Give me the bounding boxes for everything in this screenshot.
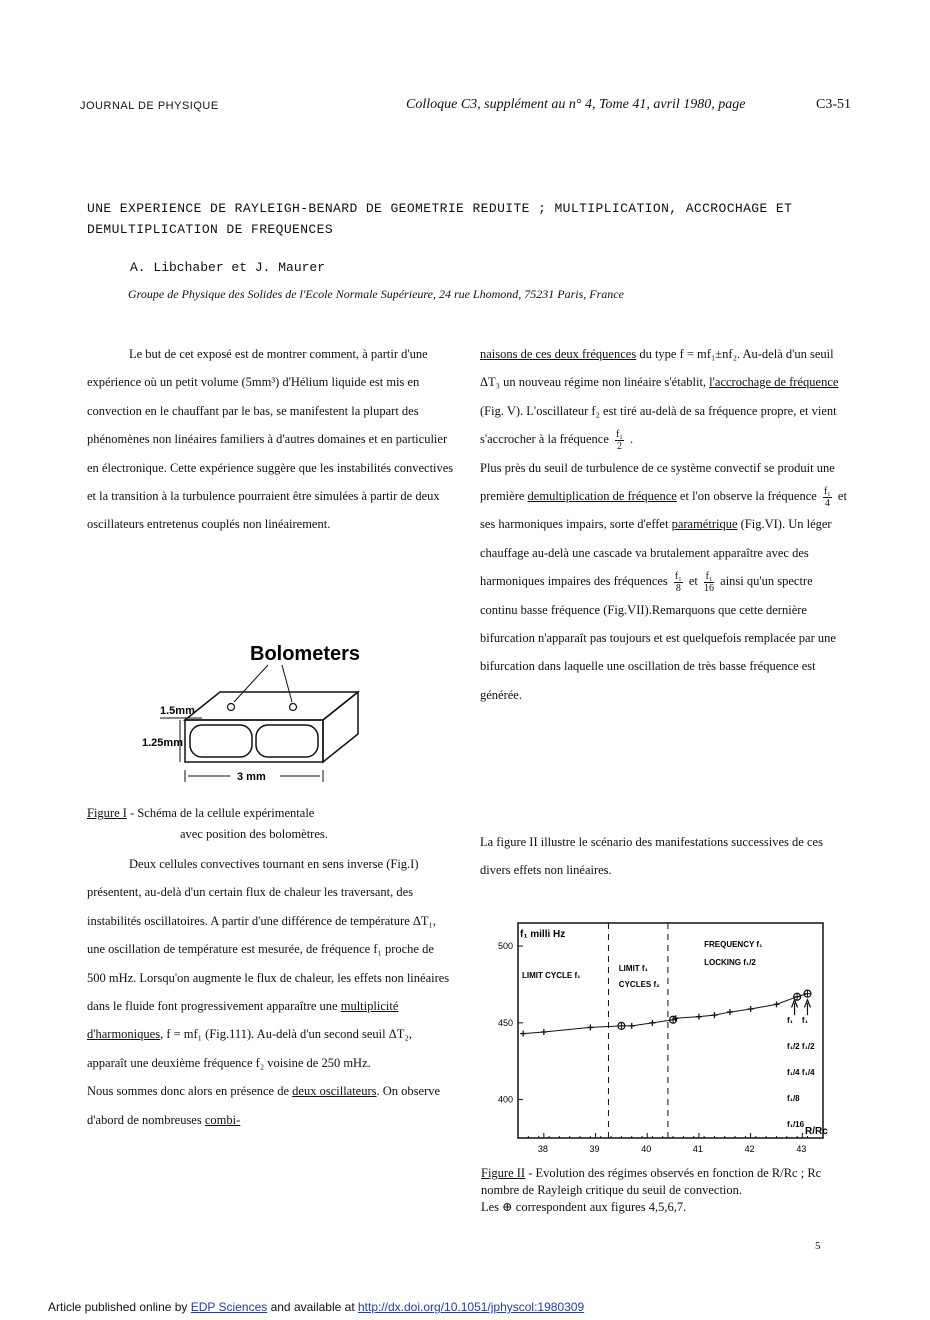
cell-front-face [185, 720, 323, 762]
r2-text-c: et ses harmoniques impairs, sorte d'effet [480, 489, 847, 532]
region-label-1: LIMIT CYCLE f₁ [522, 971, 581, 980]
paper-title: UNE EXPERIENCE DE RAYLEIGH-BENARD DE GEOMETRIE REDUITE ; MULTIPLICATION, ACCROCHAGE ET DEMULTIPLICATION DE FREQUENCES [87, 201, 793, 237]
figure-2-chart [490, 918, 835, 1154]
subharmonic-label-left: f₁/8 [786, 1093, 800, 1103]
p2-underline: multiplicité d'harmoniques [87, 999, 399, 1042]
subharmonic-label-left: f₁ [786, 1015, 793, 1025]
figure-2-caption-text: - Evolution des régimes observés en fonction de R/Rc ; Rc nombre de Rayleigh critique du seuil de convection. [481, 1166, 822, 1197]
data-point-plus [727, 1009, 733, 1015]
dim-top: 1.5mm [160, 705, 195, 717]
r2-underline-2: paramétrique [671, 517, 738, 532]
authors: A. Libchaber et J. Maurer [130, 260, 326, 275]
x-tick-label: 40 [641, 1144, 652, 1154]
issue-info: Colloque C3, supplément au n° 4, Tome 41, avril 1980, page [406, 97, 746, 112]
figure-1-label: Figure I [87, 806, 127, 820]
r1-text-b: du type f = mf₁±nf₂. Au-delà d'un seuil ΔT₃ un nouveau régime non linéaire s'établit, [480, 347, 834, 390]
bolometer-2 [290, 704, 297, 711]
r3-text: La figure II illustre le scénario des manifestations successives de ces divers effets non linéaires. [480, 835, 823, 878]
region-label-3a: FREQUENCY f₁ [704, 940, 763, 949]
subharmonic-label-left: f₁/2 [786, 1041, 800, 1051]
subharmonic-label-right: f₁/2 [801, 1041, 815, 1051]
p3-text-a: Nous sommes donc alors en présence de [87, 1084, 293, 1099]
arrow-up [792, 1000, 798, 1015]
figure-1-caption [87, 803, 328, 845]
data-point-plus [696, 1014, 702, 1020]
fraction-f1-16: $\frac{\text{f₁}}{16}$ [704, 570, 715, 594]
p2-text-b: , f = mf₁ (Fig.111). Au-delà d'un second seuil ΔT₂, apparaît une deuxième fréquence f₂ voisine de 250 mHz. [87, 1027, 412, 1070]
publisher-line [48, 1300, 584, 1314]
data-point-plus [587, 1024, 593, 1030]
publisher-prefix: Article published online by [48, 1300, 191, 1314]
fraction-f1-8: $\frac{\text{f₁}}{8}$ [674, 570, 682, 594]
dim-bottom: 3 mm [237, 771, 266, 783]
data-point-plus [711, 1012, 717, 1018]
p3-text-b: . On observe d'abord de nombreuses [87, 1084, 441, 1127]
r1-underline: naisons de ces deux fréquences [480, 347, 637, 361]
figure-2-label: Figure II [481, 1166, 526, 1180]
y-axis-label: f₁ milli Hz [520, 929, 566, 940]
figure-2-caption-line2: Les ⊕ correspondent aux figures 4,5,6,7. [481, 1200, 687, 1214]
y-tick-label: 450 [498, 1017, 514, 1028]
data-point-plus [649, 1020, 655, 1026]
footer-page-number: 5 [815, 1240, 821, 1252]
x-tick-label: 42 [744, 1144, 755, 1154]
data-point-plus [748, 1006, 754, 1012]
x-tick-label: 38 [537, 1144, 548, 1154]
x-tick-label: 39 [589, 1144, 600, 1154]
subharmonic-label-right: f₁/4 [801, 1067, 815, 1077]
figure-1-caption-text: - Schéma de la cellule expérimentale [126, 806, 315, 820]
r2-text-b: et l'on observe la fréquence [676, 489, 817, 504]
p3-underline-2: combi- [204, 1112, 241, 1127]
x-tick-label: 41 [692, 1144, 703, 1154]
data-point-plus [520, 1031, 526, 1037]
r2-text-e: et [688, 574, 698, 589]
data-point-plus [541, 1029, 547, 1035]
journal-name: JOURNAL DE PHYSIQUE [80, 100, 219, 112]
data-point-plus [773, 1001, 779, 1007]
region-label-2a: LIMIT f₁ [618, 964, 648, 973]
right-paragraph-1: naisons de ces deux fréquences du type f = mf₁±nf₂. Au-delà d'un seuil ΔT₃ un nouveau régime non linéaire s'établit, l'accrochage de fréquence (Fig. V). L'oscillateur f₂ est tiré au-delà de sa fréquence propre, et vient s'accrocher à la fréquence $\frac{\text{f₁}}{2}$ . Plus près du seuil de turbulence de ce système convectif se produit une première demultiplication de fréquence et l'on observe la fréquence $\frac{\text{f₁}}{4}$ et ses harmoniques impairs, sorte d'effet paramétrique (Fig.VI). Un léger chauffage au-delà une cascade va brutalement apparaître avec des harmoniques impaires des fréquences $\frac{\text{f₁}}{8}$ et $\frac{\text{f₁}}{16}$ ainsi qu'un spectre continu basse fréquence (Fig.VII).Remarquons que cette dernière bifurcation n'apparaît pas toujours et est quelquefois remplacée par une bifurcation dans laquelle une oscillation de très basse fréquence est générée. [480, 347, 847, 702]
convection-roll-left [190, 725, 252, 757]
page-number: C3-51 [816, 97, 851, 112]
r2-text-d: (Fig.VI). Un léger chauffage au-delà une cascade va brutalement apparaître avec des harmoniques impaires des fréquences [480, 517, 832, 589]
subharmonic-label-left: f₁/16 [786, 1119, 805, 1129]
dim-side: 1.25mm [142, 737, 183, 749]
r2-underline: demultiplication de fréquence [527, 489, 677, 504]
arrow-up [804, 1000, 810, 1015]
x-tick-label: 43 [796, 1144, 807, 1154]
r2-text-a: Plus près du seuil de turbulence de ce système convectif se produit une première [480, 460, 835, 504]
doi-link[interactable]: http://dx.doi.org/10.1051/jphyscol:1980309 [357, 1300, 585, 1314]
y-tick-label: 500 [498, 941, 514, 952]
edp-sciences-link[interactable]: EDP Sciences [190, 1300, 268, 1314]
bolometers-label: Bolometers [250, 643, 361, 665]
publisher-middle: and available at [267, 1300, 358, 1314]
figure-1-diagram [140, 630, 380, 795]
figure-1-caption-line2: avec position des bolomètres. [180, 827, 328, 841]
bolometer-1 [228, 704, 235, 711]
p2-text-a: Deux cellules convectives tournant en sens inverse (Fig.I) présentent, au-delà d'un certain flux de chaleur les traversant, des instabilités oscillatoires. A partir d'une différence de température ΔT₁, une oscillation de température est mesurée, de fréquence f₁ proche de 500 mHz. Lorsqu'on augmente le flux de chaleur, les effets non linéaires dans le fluide font progressivement apparaître une [87, 857, 450, 1014]
intro-text: Le but de cet exposé est de montrer comment, à partir d'une expérience où un petit volume (5mm³) d'Hélium liquide est mis en convection en le chauffant par le bas, se manifestent la plupart des phénomènes non linéaires familiers à d'autres domaines et en particulier en électronique. Cette expérience suggère que les instabilités convectives et la transition à la turbulence pourraient être simulées à partir de deux oscillateurs entretenus couplés non linéairement. [87, 347, 454, 532]
region-label-3b: LOCKING f₁/2 [704, 958, 756, 967]
cell-side-face [323, 692, 358, 762]
r2-text-f: ainsi qu'un spectre continu basse fréquence (Fig.VII).Remarquons que cette dernière bifurcation n'apparaît pas toujours et est quelquefois remplacée par une bifurcation dans laquelle une oscillation de très basse fréquence est générée. [480, 574, 836, 702]
affiliation: Groupe de Physique des Solides de l'Ecole Normale Supérieure, 24 rue Lhomond, 75231 Paris, France [128, 287, 624, 301]
p3-underline: deux oscillateurs [292, 1084, 377, 1099]
r1-underline-2: l'accrochage de fréquence [709, 375, 839, 390]
x-axis-label: R/Rc [805, 1126, 828, 1137]
fraction-f1-2: $\frac{\text{f₁}}{2}$ [616, 428, 623, 452]
region-label-2b: CYCLES f₂ [618, 980, 660, 989]
convection-roll-right [256, 725, 318, 757]
right-paragraph-3 [480, 828, 848, 885]
subharmonic-label-left: f₁/4 [786, 1067, 800, 1077]
subharmonic-label-right: f₁ [801, 1015, 808, 1025]
data-point-plus [629, 1023, 635, 1029]
fraction-f1-4: $\frac{\text{f₁}}{4}$ [823, 485, 831, 509]
figure-2-caption [481, 1165, 851, 1216]
cell-top-face [185, 692, 358, 720]
r1-text-c: (Fig. V). L'oscillateur f₂ est tiré au-delà de sa fréquence propre, et vient s'accrocher à la fréquence [480, 403, 837, 447]
left-paragraph-1 [87, 340, 455, 539]
left-paragraph-2 [87, 850, 455, 1134]
trend-line [523, 994, 807, 1034]
y-tick-label: 400 [498, 1094, 514, 1105]
